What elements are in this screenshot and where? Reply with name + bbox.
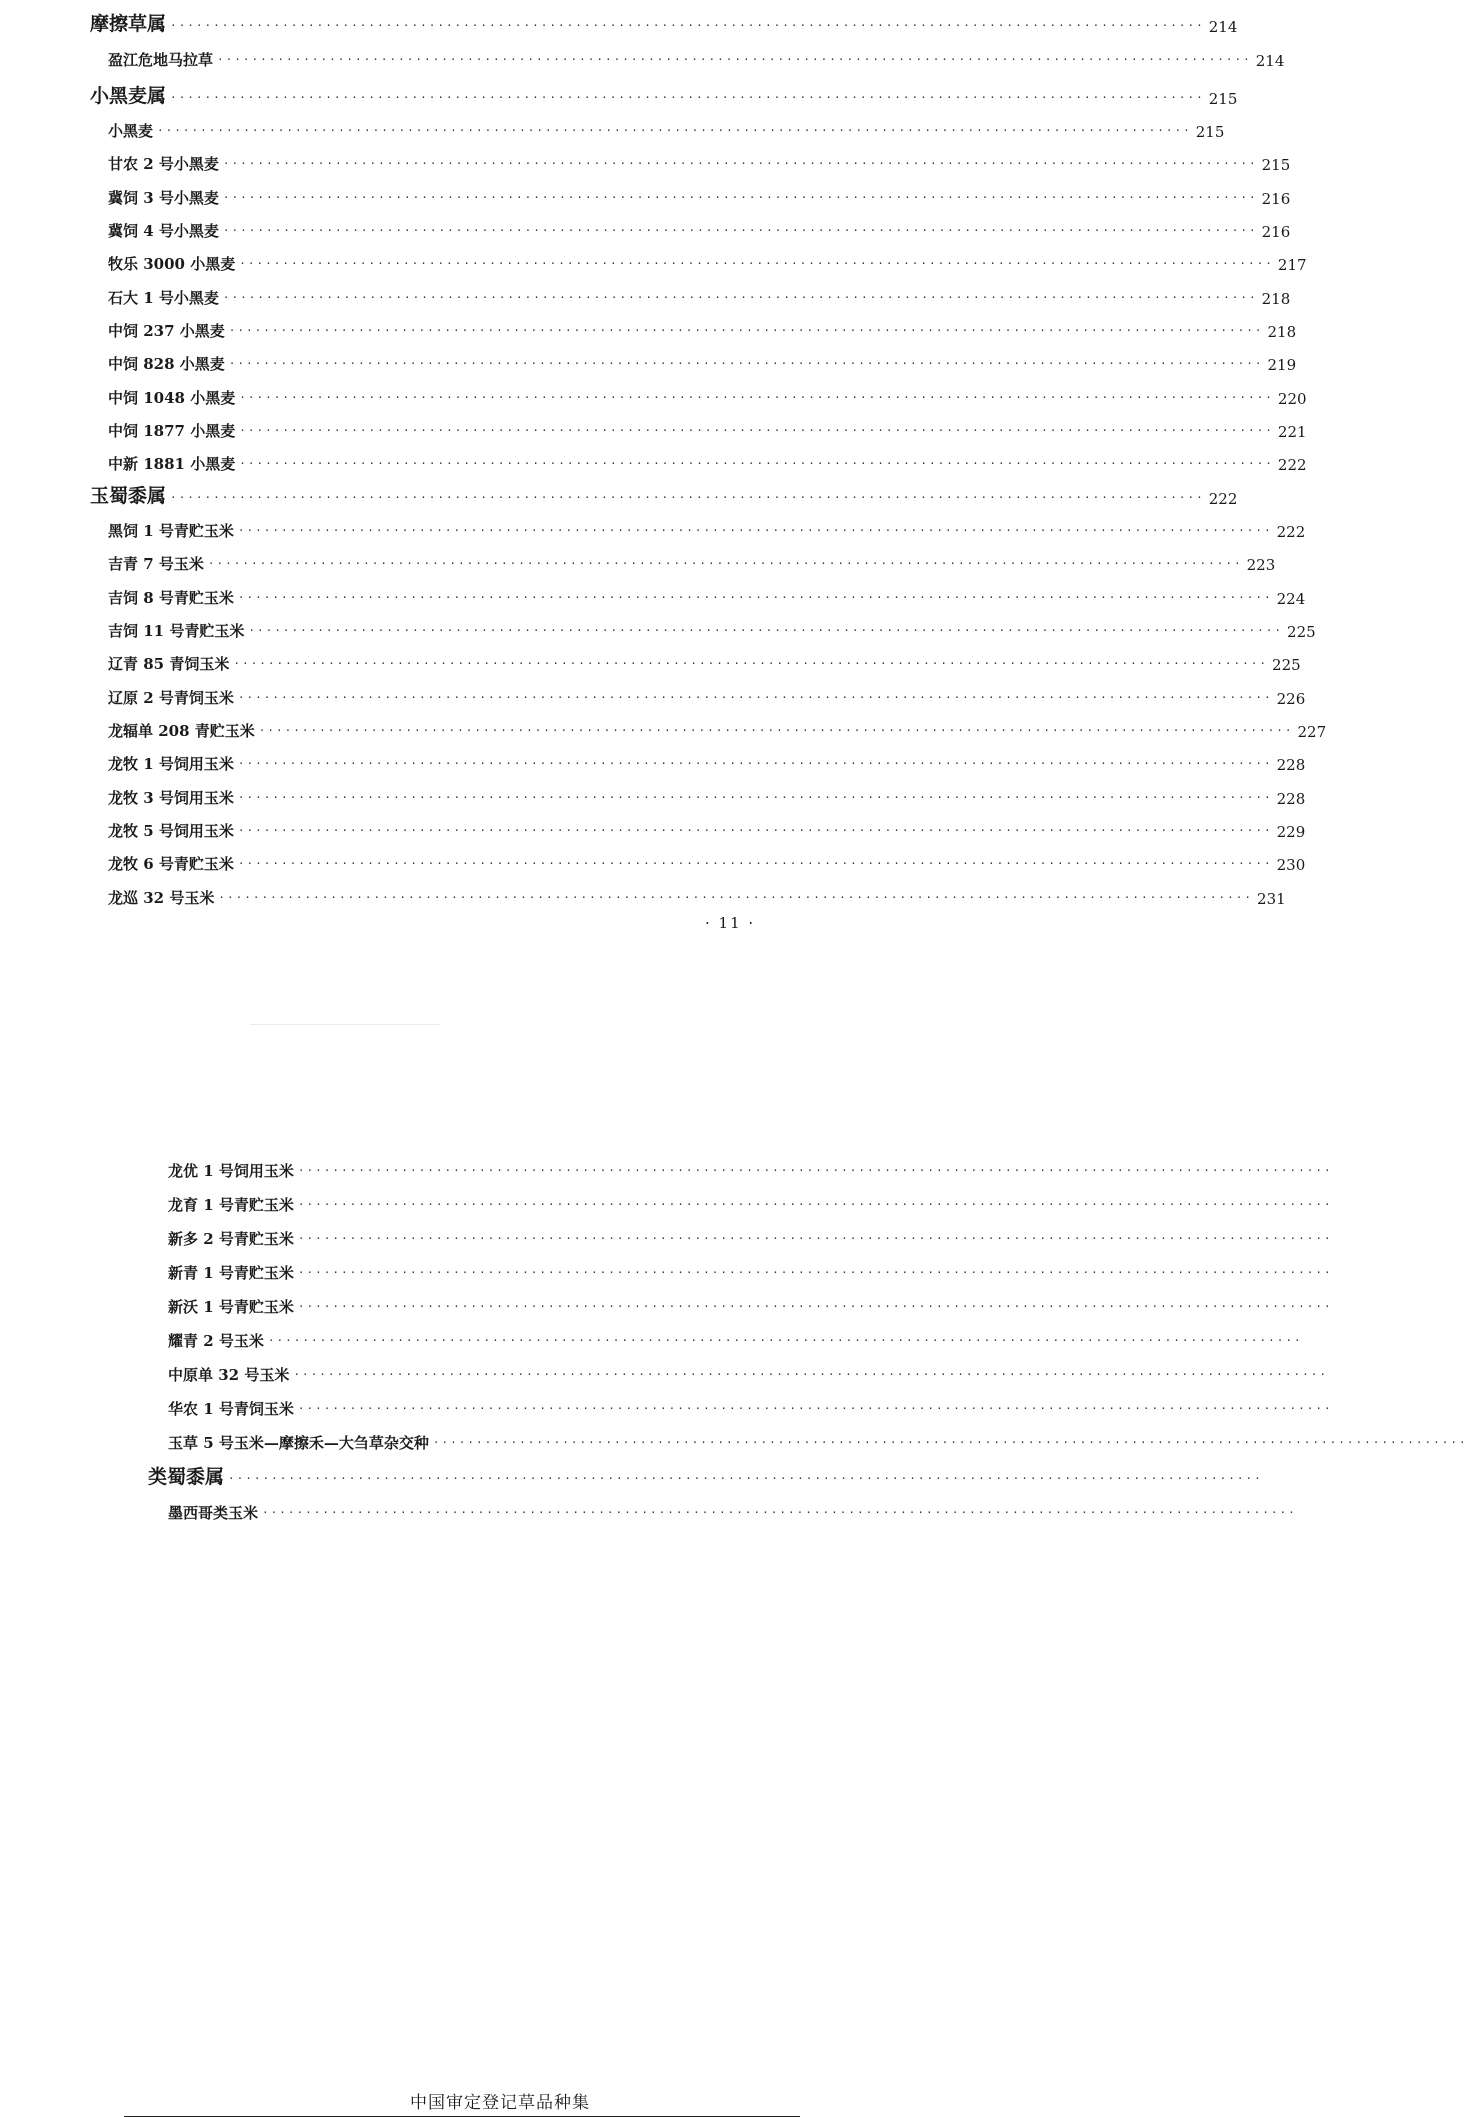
- toc-leader-dots: ························································································································: [170, 19, 1205, 32]
- book-title-header: 中国审定登记草品种集: [410, 2093, 590, 2113]
- toc-page-number: 228: [1276, 790, 1306, 808]
- toc-species-label: 中原单 32 号玉米: [168, 1366, 290, 1384]
- toc-species-label: 吉饲 11 号青贮玉米: [108, 622, 245, 640]
- toc-page-number: 230: [1276, 856, 1306, 874]
- toc-leader-dots: ························································································································: [237, 791, 1273, 804]
- toc-species-label: 甘农 2 号小黑麦: [108, 155, 219, 173]
- toc-entry: [108, 782, 1306, 808]
- toc-entry: [108, 682, 1306, 708]
- toc-leader-dots: ························································································································: [297, 1300, 1333, 1313]
- toc-page-number: 214: [1255, 52, 1285, 70]
- toc-genus-label: 玉蜀黍属: [90, 485, 167, 507]
- toc-species-label: 墨西哥类玉米: [168, 1504, 259, 1522]
- toc-entry: [108, 848, 1306, 874]
- toc-page-number: 222: [1208, 490, 1238, 508]
- toc-page-number: 225: [1272, 656, 1301, 674]
- toc-entry: [168, 1189, 1333, 1215]
- toc-entry: [168, 1155, 1333, 1181]
- toc-page-number: 218: [1261, 290, 1291, 308]
- toc-leader-dots: ························································································································: [218, 891, 1254, 904]
- page-number-footer: · 11 ·: [705, 914, 756, 932]
- toc-species-label: 龙辐单 208 青贮玉米: [108, 722, 255, 740]
- toc-entry: [148, 1463, 1263, 1489]
- toc-entry: [168, 1497, 1297, 1523]
- toc-species-label: 盈江危地马拉草: [108, 51, 214, 69]
- toc-leader-dots: ························································································································: [237, 757, 1273, 770]
- toc-species-label: 中饲 237 小黑麦: [108, 322, 225, 340]
- toc-entry: [108, 382, 1307, 408]
- toc-entry: [108, 44, 1285, 70]
- toc-species-label: 龙牧 1 号饲用玉米: [108, 755, 234, 773]
- toc-species-label: 玉草 5 号玉米—摩擦禾—大刍草杂交种: [168, 1434, 429, 1452]
- toc-leader-dots: ························································································································: [222, 191, 1258, 204]
- toc-species-label: 牧乐 3000 小黑麦: [108, 255, 236, 273]
- toc-entry: [108, 548, 1276, 574]
- toc-leader-dots: ························································································································: [297, 1402, 1333, 1415]
- toc-entry: [108, 315, 1297, 341]
- toc-entry: [108, 282, 1291, 308]
- toc-entry: [108, 515, 1306, 541]
- toc-species-label: 龙牧 5 号饲用玉米: [108, 822, 234, 840]
- toc-leader-dots: ························································································································: [170, 491, 1205, 504]
- toc-leader-dots: ························································································································: [258, 724, 1294, 737]
- toc-leader-dots: ························································································································: [267, 1334, 1303, 1347]
- toc-page-number: 218: [1267, 323, 1297, 341]
- toc-page-number: 225: [1287, 623, 1316, 641]
- toc-page-number: 224: [1276, 590, 1306, 608]
- toc-entry: [108, 215, 1291, 241]
- toc-leader-dots: ························································································································: [157, 124, 1192, 137]
- toc-leader-dots: ························································································································: [432, 1436, 1468, 1449]
- toc-entry: [90, 482, 1238, 508]
- toc-page-number: 215: [1261, 156, 1291, 174]
- toc-leader-dots: ························································································································: [239, 424, 1274, 437]
- toc-species-label: 新多 2 号青贮玉米: [168, 1230, 294, 1248]
- toc-entry: [108, 715, 1327, 741]
- toc-leader-dots: ························································································································: [222, 157, 1258, 170]
- toc-entry: [90, 82, 1238, 108]
- toc-leader-dots: ························································································································: [222, 224, 1258, 237]
- toc-entry: [168, 1359, 1329, 1385]
- toc-entry: [108, 648, 1301, 674]
- toc-page-number: 226: [1276, 690, 1306, 708]
- toc-entry: [108, 748, 1306, 774]
- toc-leader-dots: ························································································································: [222, 291, 1258, 304]
- toc-species-label: 中饲 1877 小黑麦: [108, 422, 236, 440]
- toc-page-12: [0, 980, 1468, 2113]
- toc-leader-dots: ························································································································: [237, 824, 1273, 837]
- toc-leader-dots: ························································································································: [297, 1266, 1333, 1279]
- toc-leader-dots: ························································································································: [228, 357, 1264, 370]
- toc-species-label: 黑饲 1 号青贮玉米: [108, 522, 234, 540]
- toc-page-number: 216: [1261, 190, 1291, 208]
- toc-species-label: 辽原 2 号青饲玉米: [108, 689, 234, 707]
- toc-page-number: 221: [1277, 423, 1307, 441]
- toc-species-label: 龙牧 3 号饲用玉米: [108, 789, 234, 807]
- toc-page-number: 215: [1208, 90, 1238, 108]
- toc-genus-label: 小黑麦属: [90, 85, 167, 107]
- toc-entry: [108, 115, 1225, 141]
- toc-leader-dots: ························································································································: [293, 1368, 1329, 1381]
- toc-entry: [168, 1427, 1468, 1453]
- toc-species-label: 新沃 1 号青贮玉米: [168, 1298, 294, 1316]
- toc-leader-dots: ························································································································: [297, 1198, 1333, 1211]
- toc-page-number: 216: [1261, 223, 1291, 241]
- toc-species-label: 石大 1 号小黑麦: [108, 289, 219, 307]
- toc-leader-dots: ························································································································: [228, 324, 1264, 337]
- toc-leader-dots: ························································································································: [170, 91, 1205, 104]
- toc-leader-dots: ························································································································: [248, 624, 1284, 637]
- toc-species-label: 龙优 1 号饲用玉米: [168, 1162, 294, 1180]
- toc-species-label: 中新 1881 小黑麦: [108, 455, 236, 473]
- toc-entry: [108, 182, 1291, 208]
- toc-page-number: 228: [1276, 756, 1306, 774]
- toc-entry: [108, 415, 1307, 441]
- toc-leader-dots: ························································································································: [239, 457, 1274, 470]
- toc-leader-dots: ························································································································: [297, 1164, 1333, 1177]
- toc-leader-dots: ························································································································: [239, 257, 1274, 270]
- toc-entry: [168, 1291, 1333, 1317]
- toc-page-number: 215: [1195, 123, 1225, 141]
- toc-leader-dots: ························································································································: [239, 391, 1274, 404]
- toc-leader-dots: ························································································································: [233, 657, 1269, 670]
- toc-page-number: 214: [1208, 18, 1238, 36]
- toc-species-label: 龙牧 6 号青贮玉米: [108, 855, 234, 873]
- toc-entry: [108, 882, 1286, 908]
- toc-entry: [108, 815, 1306, 841]
- toc-species-label: 龙巡 32 号玉米: [108, 889, 215, 907]
- toc-entry: [168, 1223, 1333, 1249]
- toc-species-label: 中饲 828 小黑麦: [108, 355, 225, 373]
- toc-species-label: 吉饲 8 号青贮玉米: [108, 589, 234, 607]
- toc-page-number: 217: [1277, 256, 1307, 274]
- toc-page-number: 229: [1276, 823, 1306, 841]
- toc-species-label: 华农 1 号青饲玉米: [168, 1400, 294, 1418]
- toc-entry: [108, 348, 1297, 374]
- toc-entry: [108, 582, 1306, 608]
- toc-leader-dots: ························································································································: [237, 524, 1273, 537]
- toc-leader-dots: ························································································································: [228, 1472, 1263, 1485]
- toc-entry: [108, 148, 1291, 174]
- toc-species-label: 耀青 2 号玉米: [168, 1332, 264, 1350]
- toc-page-number: 220: [1277, 390, 1307, 408]
- toc-genus-label: 类蜀黍属: [148, 1466, 225, 1488]
- toc-species-label: 吉青 7 号玉米: [108, 555, 204, 573]
- toc-leader-dots: ························································································································: [262, 1506, 1297, 1519]
- toc-page-number: 222: [1277, 456, 1307, 474]
- toc-genus-label: 摩擦草属: [90, 13, 167, 35]
- toc-page-number: 231: [1257, 890, 1286, 908]
- toc-entry: [168, 1325, 1303, 1351]
- toc-page-number: 222: [1276, 523, 1306, 541]
- toc-page-11: [0, 0, 1327, 980]
- toc-page-number: 227: [1297, 723, 1327, 741]
- toc-species-label: 龙育 1 号青贮玉米: [168, 1196, 294, 1214]
- toc-species-label: 冀饲 3 号小黑麦: [108, 189, 219, 207]
- toc-leader-dots: ························································································································: [237, 857, 1273, 870]
- toc-species-label: 小黑麦: [108, 122, 154, 140]
- toc-leader-dots: ························································································································: [207, 557, 1243, 570]
- toc-entry: [168, 1393, 1333, 1419]
- toc-species-label: 新青 1 号青贮玉米: [168, 1264, 294, 1282]
- toc-leader-dots: ························································································································: [237, 691, 1273, 704]
- toc-leader-dots: ························································································································: [297, 1232, 1333, 1245]
- toc-species-label: 冀饲 4 号小黑麦: [108, 222, 219, 240]
- toc-page-number: 219: [1267, 356, 1297, 374]
- toc-entry: [108, 615, 1316, 641]
- toc-species-label: 辽青 85 青饲玉米: [108, 655, 230, 673]
- toc-leader-dots: ························································································································: [217, 53, 1252, 66]
- toc-species-label: 中饲 1048 小黑麦: [108, 389, 236, 407]
- toc-entry: [108, 248, 1307, 274]
- toc-page-number: 223: [1246, 556, 1276, 574]
- toc-entry: [168, 1257, 1333, 1283]
- toc-entry: [108, 448, 1307, 474]
- toc-leader-dots: ························································································································: [237, 591, 1273, 604]
- toc-entry: [90, 10, 1238, 36]
